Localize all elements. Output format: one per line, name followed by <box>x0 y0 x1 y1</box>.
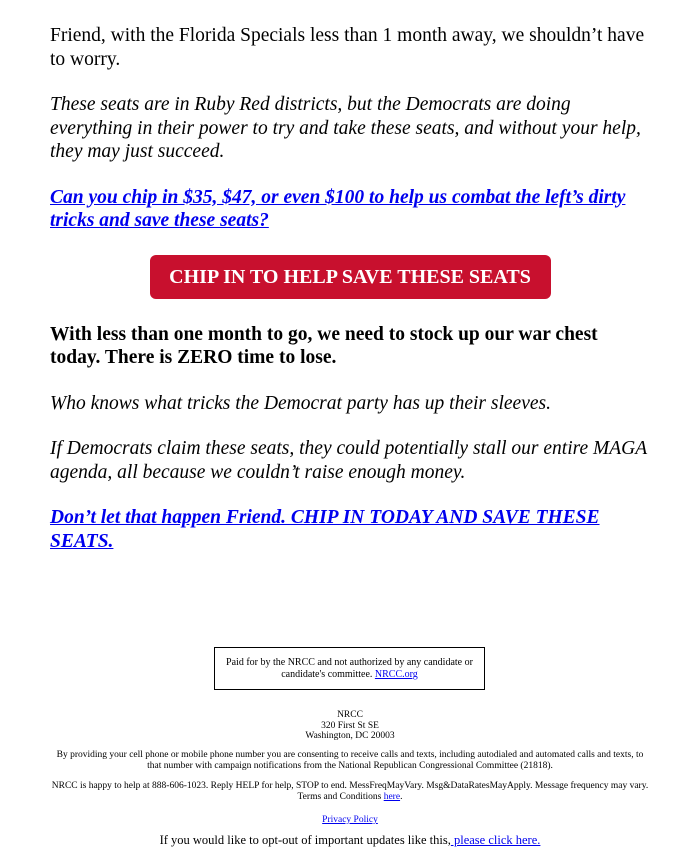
chip-in-amount-link[interactable]: Can you chip in $35, $47, or even $100 to help us combat the left’s dirty tricks and save these seats? <box>50 186 626 231</box>
address-line-2: Washington, DC 20003 <box>305 731 395 741</box>
cta-container <box>50 255 650 299</box>
consent-notice: By providing your cell phone or mobile phone number you are consenting to receive calls and texts, including autodialed and automated calls and texts, to that number with campaign notifications from the National Republican Congressional Committee (21818). <box>56 750 644 771</box>
chip-in-save-seats-button[interactable]: CHIP IN TO HELP SAVE THESE SEATS <box>150 255 551 299</box>
address-line-1: 320 First St SE <box>321 720 379 731</box>
paid-for-disclaimer <box>214 647 485 690</box>
help-notice: NRCC is happy to help at 888-606-1023. Reply HELP for help, STOP to end. MessFreqMayVary. Msg&DataRatesMayApply. Message frequency may vary. Terms and Conditions here. <box>51 781 649 802</box>
terms-here-link[interactable]: here <box>383 791 401 802</box>
privacy-row <box>50 815 650 826</box>
privacy-policy-link[interactable]: Privacy Policy <box>322 815 378 825</box>
maga-agenda-paragraph: If Democrats claim these seats, they could potentially stall our entire MAGA agenda, all because we couldn’t raise enough money. <box>50 438 647 483</box>
nrcc-org-link[interactable]: NRCC.org <box>374 669 418 680</box>
tricks-paragraph: Who knows what tricks the Democrat party has up their sleeves. <box>50 392 551 414</box>
mailing-address <box>50 710 650 742</box>
greeting-paragraph: Friend, with the Florida Specials less than 1 month away, we shouldn’t have to worry. <box>50 25 645 70</box>
final-link-paragraph <box>50 506 650 553</box>
opt-out-row <box>50 833 650 847</box>
chip-in-today-link[interactable]: Don’t let that happen Friend. CHIP IN TODAY AND SAVE THESE SEATS. <box>50 507 600 552</box>
ruby-red-paragraph: These seats are in Ruby Red districts, but the Democrats are doing everything in their power to try and take these seats, and without your help, they may just succeed. <box>50 94 641 162</box>
chip-in-link-paragraph <box>50 186 650 233</box>
war-chest-paragraph: With less than one month to go, we need to stock up our war chest today. There is ZERO time to lose. <box>50 323 598 368</box>
help-text: NRCC is happy to help at 888-606-1023. Reply HELP for help, STOP to end. MessFreqMayVary. Msg&DataRatesMayApply. Message frequency may vary. Terms and Conditions <box>51 781 649 802</box>
email-body <box>50 24 650 575</box>
opt-out-text: If you would like to opt-out of important updates like this, <box>159 833 451 847</box>
opt-out-link[interactable]: please click here. <box>450 833 541 847</box>
disclaimer-text: Paid for by the NRCC and not authorized by any candidate or candidate's committee. <box>226 657 473 680</box>
org-name: NRCC <box>337 710 363 720</box>
